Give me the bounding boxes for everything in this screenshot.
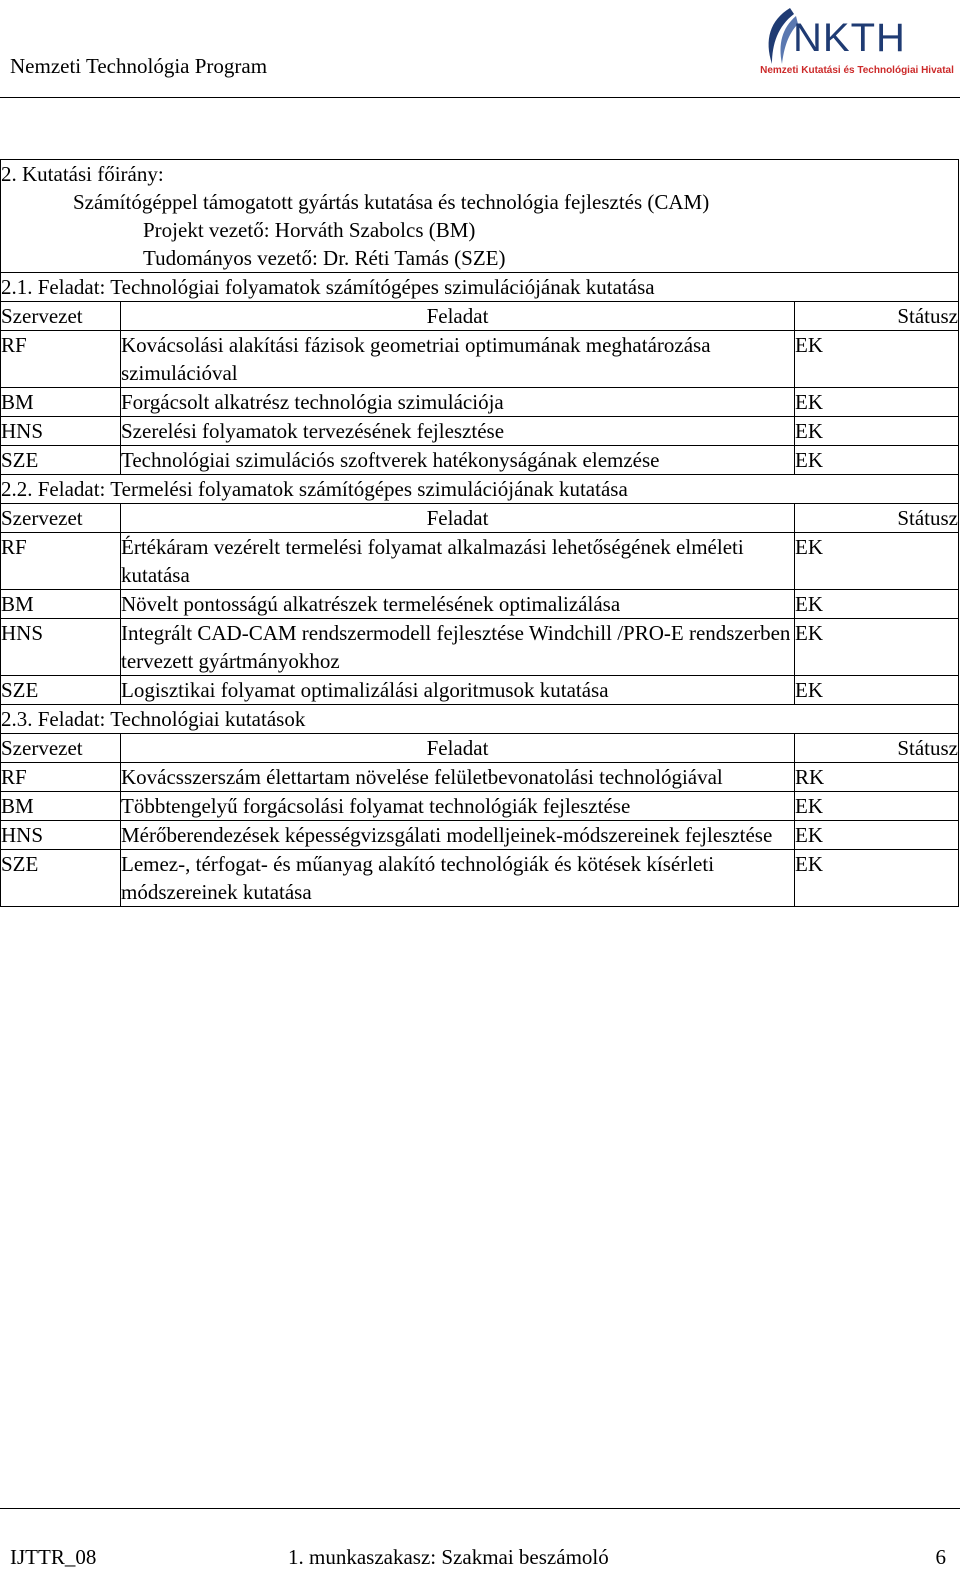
- status-cell: EK: [795, 619, 959, 676]
- org-cell: BM: [1, 388, 121, 417]
- table-row: [1, 763, 959, 792]
- science-lead: Tudományos vezető: Dr. Réti Tamás (SZE): [143, 246, 506, 270]
- task-title-row: [1, 273, 959, 302]
- table-row: [1, 850, 959, 907]
- table-row: [1, 676, 959, 705]
- table-row: [1, 821, 959, 850]
- status-cell: EK: [795, 821, 959, 850]
- task-cell: Értékáram vezérelt termelési folyamat alkalmazási lehetőségének elméleti kutatása: [121, 533, 795, 590]
- task-title: 2.2. Feladat: Termelési folyamatok számítógépes szimulációjának kutatása: [1, 475, 959, 504]
- task-cell: Technológiai szimulációs szoftverek hatékonyságának elemzése: [121, 446, 795, 475]
- column-header-org: Szervezet: [1, 504, 121, 533]
- column-header-status: Státusz: [795, 734, 959, 763]
- org-cell: BM: [1, 792, 121, 821]
- task-cell: Mérőberendezések képességvizsgálati modelljeinek-módszereinek fejlesztése: [121, 821, 795, 850]
- column-header-status: Státusz: [795, 302, 959, 331]
- column-header-task: Feladat: [121, 302, 795, 331]
- table-row: [1, 590, 959, 619]
- research-heading-cell: [1, 160, 959, 273]
- footer-section: 1. munkaszakasz: Szakmai beszámoló: [288, 1545, 609, 1569]
- status-cell: EK: [795, 388, 959, 417]
- task-title-row: [1, 475, 959, 504]
- column-header-task: Feladat: [121, 734, 795, 763]
- status-cell: EK: [795, 331, 959, 388]
- status-cell: EK: [795, 590, 959, 619]
- column-header-org: Szervezet: [1, 302, 121, 331]
- table-row: [1, 331, 959, 388]
- task-sections: [1, 273, 959, 907]
- footer-doc-code: IJTTR_08: [10, 1545, 97, 1569]
- status-cell: EK: [795, 533, 959, 590]
- logo-subtitle: Nemzeti Kutatási és Technológiai Hivatal: [760, 65, 954, 76]
- org-cell: HNS: [1, 619, 121, 676]
- org-cell: SZE: [1, 676, 121, 705]
- task-cell: Lemez-, térfogat- és műanyag alakító technológiák és kötések kísérleti módszereinek kutatása: [121, 850, 795, 907]
- task-title: 2.3. Feladat: Technológiai kutatások: [1, 705, 959, 734]
- status-cell: EK: [795, 792, 959, 821]
- table-row: [1, 446, 959, 475]
- table-row: [1, 417, 959, 446]
- org-cell: HNS: [1, 821, 121, 850]
- column-header-status: Státusz: [795, 504, 959, 533]
- table-row: [1, 533, 959, 590]
- column-header-row: [1, 504, 959, 533]
- table-row: [1, 388, 959, 417]
- research-table: [0, 159, 959, 907]
- status-cell: EK: [795, 446, 959, 475]
- task-cell: Kovácsszerszám élettartam növelése felületbevonatolási technológiával: [121, 763, 795, 792]
- org-cell: RF: [1, 331, 121, 388]
- page-footer: [0, 1508, 960, 1590]
- task-cell: Integrált CAD-CAM rendszermodell fejlesztése Windchill /PRO-E rendszerben tervezett gyártmányokhoz: [121, 619, 795, 676]
- footer-page-number: 6: [935, 1545, 946, 1569]
- org-cell: RF: [1, 533, 121, 590]
- project-lead: Projekt vezető: Horváth Szabolcs (BM): [143, 218, 476, 242]
- task-cell: Többtengelyű forgácsolási folyamat technológiák fejlesztése: [121, 792, 795, 821]
- org-cell: SZE: [1, 850, 121, 907]
- column-header-row: [1, 302, 959, 331]
- org-cell: HNS: [1, 417, 121, 446]
- research-heading: 2. Kutatási főirány:: [1, 162, 164, 186]
- header-title: Nemzeti Technológia Program: [10, 54, 268, 78]
- table-row: [1, 619, 959, 676]
- status-cell: RK: [795, 763, 959, 792]
- task-cell: Növelt pontosságú alkatrészek termelésének optimalizálása: [121, 590, 795, 619]
- research-heading-row: [1, 160, 959, 273]
- task-title: 2.1. Feladat: Technológiai folyamatok számítógépes szimulációjának kutatása: [1, 273, 959, 302]
- research-subject: Számítógéppel támogatott gyártás kutatása és technológia fejlesztés (CAM): [73, 190, 710, 214]
- nkth-logo: [760, 2, 960, 82]
- org-cell: BM: [1, 590, 121, 619]
- page-header: [0, 0, 960, 98]
- task-cell: Forgácsolt alkatrész technológia szimulációja: [121, 388, 795, 417]
- status-cell: EK: [795, 850, 959, 907]
- org-cell: SZE: [1, 446, 121, 475]
- task-cell: Logisztikai folyamat optimalizálási algoritmusok kutatása: [121, 676, 795, 705]
- table-row: [1, 792, 959, 821]
- column-header-org: Szervezet: [1, 734, 121, 763]
- logo-text: NKTH: [793, 16, 906, 60]
- column-header-row: [1, 734, 959, 763]
- status-cell: EK: [795, 417, 959, 446]
- task-cell: Kovácsolási alakítási fázisok geometriai optimumának meghatározása szimulációval: [121, 331, 795, 388]
- column-header-task: Feladat: [121, 504, 795, 533]
- org-cell: RF: [1, 763, 121, 792]
- status-cell: EK: [795, 676, 959, 705]
- task-cell: Szerelési folyamatok tervezésének fejlesztése: [121, 417, 795, 446]
- task-title-row: [1, 705, 959, 734]
